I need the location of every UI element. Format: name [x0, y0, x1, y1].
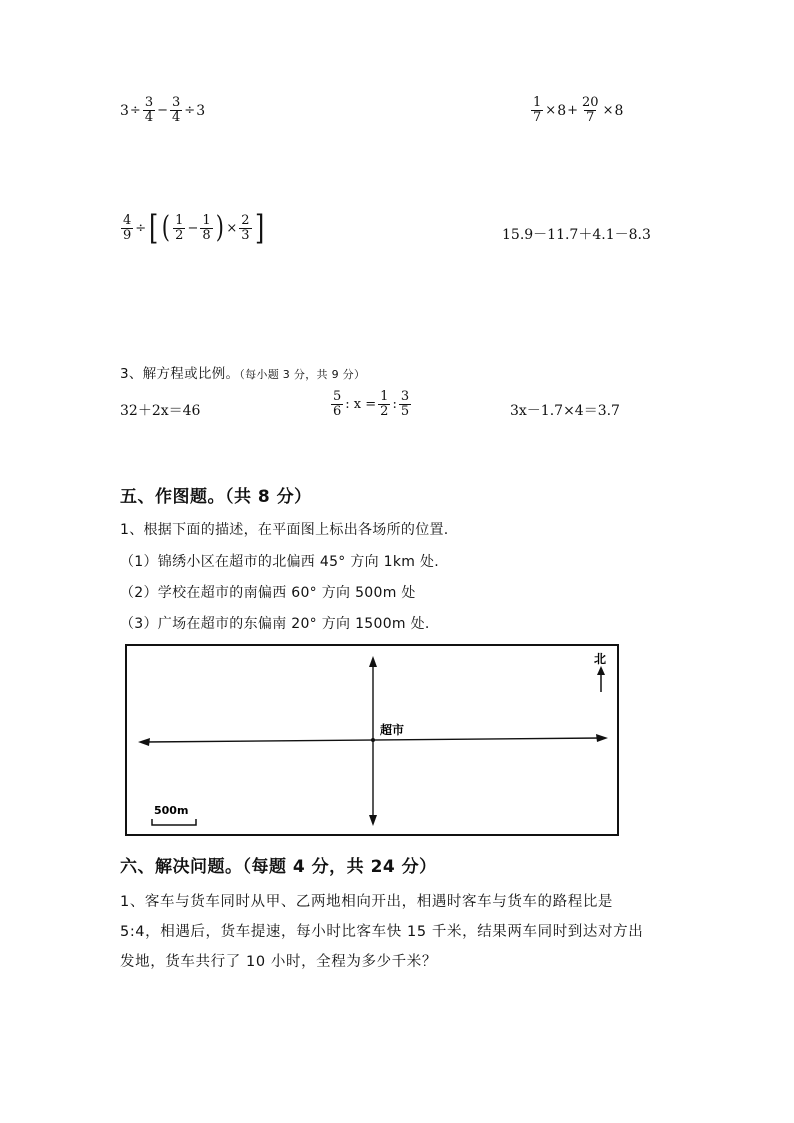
fraction: $\frac{3}{4}$: [144, 95, 154, 125]
left-bracket: [: [149, 208, 159, 248]
times-sign: ×: [602, 103, 614, 118]
section-5-question: 1、根据下面的描述，在平面图上标出各场所的位置.: [120, 522, 449, 538]
expression-3: [120, 208, 266, 248]
times-sign: ×: [545, 103, 557, 118]
equation-2: [330, 390, 412, 419]
fraction: $\frac{5}{6}$: [333, 389, 342, 419]
expression-2: [530, 96, 623, 125]
fraction: $\frac{3}{4}$: [172, 95, 181, 125]
section-6-question-1: [120, 887, 720, 977]
equation-1: 32＋2x＝46: [120, 403, 201, 419]
equations-heading: [120, 362, 365, 382]
section-5-item-3: （3）广场在超市的东偏南 20° 方向 1500m 处.: [120, 616, 430, 632]
equations-note: （每小题 3 分，共 9 分）: [239, 368, 366, 381]
expression-4: 15.9－11.7＋4.1－8.3: [502, 227, 651, 243]
fraction: $\frac{1}{2}$: [175, 212, 184, 243]
left-paren: (: [162, 210, 171, 245]
fraction: $\frac{1}{8}$: [202, 212, 211, 243]
equation-3: 3x－1.7×4＝3.7: [510, 403, 620, 419]
number: 8: [614, 102, 624, 119]
scale-label: 500m: [154, 804, 189, 817]
plus-sign: +: [567, 103, 579, 118]
ratio-colon: :: [392, 397, 397, 412]
section-5-title: 五、作图题。（共 8 分）: [120, 487, 312, 507]
question-line: 发地，货车共行了 10 小时，全程为多少千米？: [120, 954, 437, 970]
plan-map: [122, 642, 620, 838]
number: 3: [196, 102, 206, 119]
ratio-x-equals: : x =: [345, 397, 377, 412]
number: 3: [120, 102, 129, 119]
fraction: $\frac{2}{3}$: [241, 212, 250, 243]
fraction: $\frac{1}{7}$: [533, 95, 542, 125]
minus-sign: −: [157, 103, 169, 118]
divide-sign: ÷: [129, 103, 141, 118]
section-5-item-2: （2）学校在超市的南偏西 60° 方向 500m 处: [120, 585, 416, 601]
divide-sign: ÷: [135, 220, 147, 236]
right-paren: ): [215, 210, 224, 245]
north-label: 北: [594, 652, 607, 666]
supermarket-label: 超市: [380, 723, 405, 737]
times-sign: ×: [226, 220, 238, 236]
fraction: $\frac{1}{2}$: [380, 389, 389, 419]
fraction: $\frac{3}{5}$: [400, 389, 410, 419]
minus-sign: −: [187, 220, 199, 236]
section-5-item-1: （1）锦绣小区在超市的北偏西 45° 方向 1km 处.: [120, 554, 440, 570]
fraction: $\frac{20}{7}$: [582, 95, 599, 125]
question-line: 1、客车与货车同时从甲、乙两地相向开出，相遇时客车与货车的路程比是: [120, 894, 614, 910]
expression-1: [120, 96, 205, 125]
section-6-title: 六、解决问题。（每题 4 分，共 24 分）: [120, 857, 437, 877]
right-bracket: ]: [254, 208, 264, 248]
question-line: 5:4，相遇后，货车提速，每小时比客车快 15 千米，结果两车同时到达对方出: [120, 924, 644, 940]
supermarket-point: [371, 738, 375, 742]
divide-sign: ÷: [184, 103, 196, 118]
fraction: $\frac{4}{9}$: [123, 212, 132, 243]
number: 8: [557, 102, 567, 119]
equations-title: 3、解方程或比例。: [120, 366, 240, 382]
